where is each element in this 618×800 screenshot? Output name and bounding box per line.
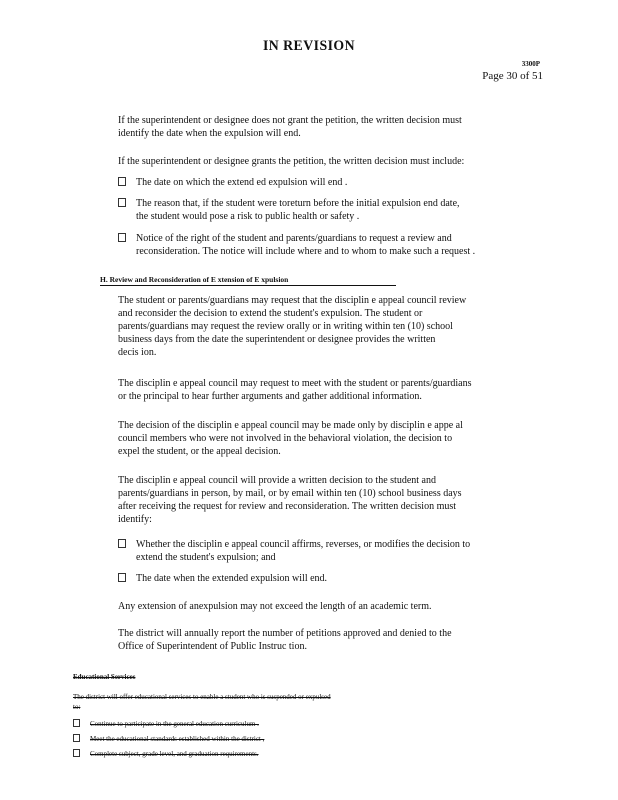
struck-list-item: Meet the educational standards established within the district , xyxy=(73,734,264,744)
bullet-box-icon xyxy=(118,539,126,548)
paragraph-decision: The decision of the disciplin e appeal council may be made only by disciplin e appe al council members who were not involved in the behavioral violation, the decision to expel the student, or the appeal decision. xyxy=(118,420,463,457)
paragraph-written-decision: The disciplin e appeal council will provide a written decision to the student and parents/guardians in person, by mail, or by email within ten (10) school business days after receiving the request for review and reconsideration. The written decision must identify: xyxy=(118,475,462,525)
struck-list-item: Complete subject, grade level, and graduation requirements. xyxy=(73,749,259,759)
paragraph-not-grant xyxy=(118,114,462,140)
paragraph-request-review: The student or parents/guardians may request that the disciplin e appeal council review and reconsider the decision to extend the student's expulsion. The student or parents/guardians may request the review orally or in writing within ten (10) school business days from the date the superintendent or designee provides the written decis ion. xyxy=(118,295,467,358)
bullet-box-icon xyxy=(118,198,126,207)
bullet-box-icon xyxy=(118,177,126,186)
bullet-box-icon xyxy=(73,734,80,742)
paragraph-grants xyxy=(118,155,464,168)
list-item: The reason that, if the student were toreturn before the initial expulsion end date, the student would pose a risk to public health or safety . xyxy=(118,197,460,223)
struck-paragraph: The district will offer educational services to enable a student who is suspended or expulsed to: xyxy=(73,693,331,711)
paragraph-meet: The disciplin e appeal council may request to meet with the student or parents/guardians or the principal to hear further arguments and gather additional information. xyxy=(118,378,472,402)
page-title: IN REVISION xyxy=(262,38,356,54)
list-item: Whether the disciplin e appeal council affirms, reverses, or modifies the decision to extend the student's expulsion; and xyxy=(118,538,470,564)
text-line: reconsideration. The notice will include where and to whom to make such a request . xyxy=(136,246,476,257)
list-item: The date on which the extend ed expulsion will end . xyxy=(118,176,347,189)
section-heading-review: H. Review and Reconsideration of E xtension of E xpulsion xyxy=(100,274,396,286)
struck-list-item: Continue to participate in the general education curriculum . xyxy=(73,719,259,729)
text-line: identify the date when the expulsion will end. xyxy=(118,128,301,139)
text-line: the student would pose a risk to public health or safety . xyxy=(136,211,360,222)
policy-code: 3300P xyxy=(521,60,540,68)
paragraph-annual-report: The district will annually report the number of petitions approved and denied to the Office of Superintendent of Public Instruc tion. xyxy=(118,628,452,652)
text-line: If the superintendent or designee grants the petition, the written decision must include: xyxy=(118,156,465,167)
text-line: If the superintendent or designee does not grant the petition, the written decision must xyxy=(118,115,462,126)
bullet-box-icon xyxy=(73,749,80,757)
bullet-box-icon xyxy=(73,719,80,727)
list-item: The date when the extended expulsion will end. xyxy=(118,572,327,585)
paragraph-extension-limit: Any extension of anexpulsion may not exceed the length of an academic term. xyxy=(118,601,432,612)
struck-heading: Educational Services xyxy=(73,673,136,681)
list-item: Notice of the right of the student and parents/guardians to request a review and reconsideration. The notice will include where and to whom to make such a request . xyxy=(118,232,475,258)
bullet-box-icon xyxy=(118,233,126,242)
bullet-box-icon xyxy=(118,573,126,582)
page-number: Page 30 of 51 xyxy=(482,70,543,82)
